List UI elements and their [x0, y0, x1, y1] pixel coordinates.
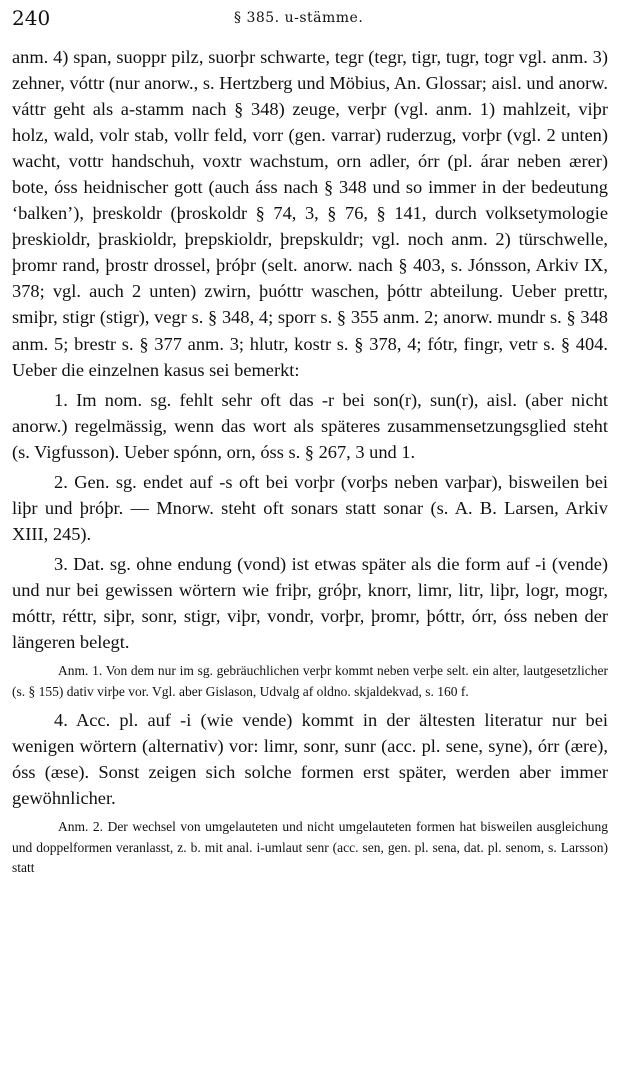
- page-body: [12, 44, 608, 883]
- section-1-nom-sg: 1. Im nom. sg. fehlt sehr oft das -r bei son(r), sun(r), aisl. (aber nicht anorw.) regelmässig, wenn das wort als späteres zusammensetzungsglied steht (s. Vigfusson). Ueber spónn, orn, óss s. § 267, 3 und 1.: [12, 389, 608, 462]
- page-header: [12, 6, 608, 30]
- section-2-gen-sg: 2. Gen. sg. endet auf -s oft bei vorþr (vorþs neben varþar), bisweilen bei liþr und þróþr. — Mnorw. steht oft sonars statt sonar (s. A. B. Larsen, Arkiv XIII, 245).: [12, 471, 608, 544]
- page-number: 240: [12, 6, 51, 30]
- section-4-acc-pl: 4. Acc. pl. auf -i (wie vende) kommt in der ältesten literatur nur bei wenigen wörtern (alternativ) vor: limr, sonr, sunr (acc. pl. sene, syne), órr (ære), óss (æse). Sonst zeigen sich solche formen erst später, werden aber immer gewöhnlicher.: [12, 709, 608, 808]
- paragraph-anm-4-continuation: anm. 4) span, suoppr pilz, suorþr schwarte, tegr (tegr, tigr, tugr, togr vgl. anm. 3) zehner, vóttr (nur anorw., s. Hertzberg und Möbius, An. Glossar; aisl. und anorw. váttr geht als a-stamm nach § 348) zeuge, verþr (vgl. anm. 1) mahlzeit, viþr holz, wald, volr stab, vollr feld, vorr (gen. varrar) ruderzug, vorþr (vgl. 2 unten) wacht, vottr handschuh, voxtr wachstum, orn adler, órr (pl. árar neben ærer) bote, óss heidnischer gott (auch áss nach § 348 und so immer in der bedeutung ‘balken’), þreskoldr (þroskoldr § 74, 3, § 76, § 141, durch volksetymologie þreskioldr, þraskioldr, þrepskioldr, þrepskuldr; vgl. noch anm. 2) türschwelle, þromr rand, þrostr drossel, þróþr (selt. anorw. nach § 403, s. Jónsson, Arkiv IX, 378; vgl. auch 2 unten) zwirn, þuóttr waschen, þóttr abteilung. Ueber prettr, smiþr, stigr (stigr), vegr s. § 348, 4; sporr s. § 355 anm. 2; anorw. mundr s. § 348 anm. 5; brestr s. § 377 anm. 3; hlutr, kostr s. § 378, 4; fótr, fingr, vetr s. § 404. Ueber die einzelnen kasus sei bemerkt:: [12, 47, 608, 380]
- running-head: § 385. u-stämme.: [234, 10, 364, 26]
- section-3-dat-sg: 3. Dat. sg. ohne endung (vond) ist etwas später als die form auf -i (vende) und nur bei gewissen wörtern wie friþr, gróþr, knorr, limr, litr, liþr, logr, mogr, móttr, réttr, siþr, sonr, stigr, viþr, vondr, vorþr, þromr, þóttr, órr, óss neben der längeren belegt.: [12, 553, 608, 653]
- note-anm-2: Anm. 2. Der wechsel von umgelauteten und nicht umgelauteten formen hat bisweilen ausgleichung und doppelformen veranlasst, z. b. mit anal. i-umlaut senr (acc. sen, gen. pl. sena, dat. pl. senom, s. Larsson) statt: [12, 818, 608, 876]
- note-anm-1: Anm. 1. Von dem nur im sg. gebräuchlichen verþr kommt neben verþe selt. ein alter, lautgesetzlicher (s. § 155) dativ virþe vor. Vgl. aber Gislason, Udvalg af oldno. skjaldekvad, s. 160 f.: [12, 663, 608, 699]
